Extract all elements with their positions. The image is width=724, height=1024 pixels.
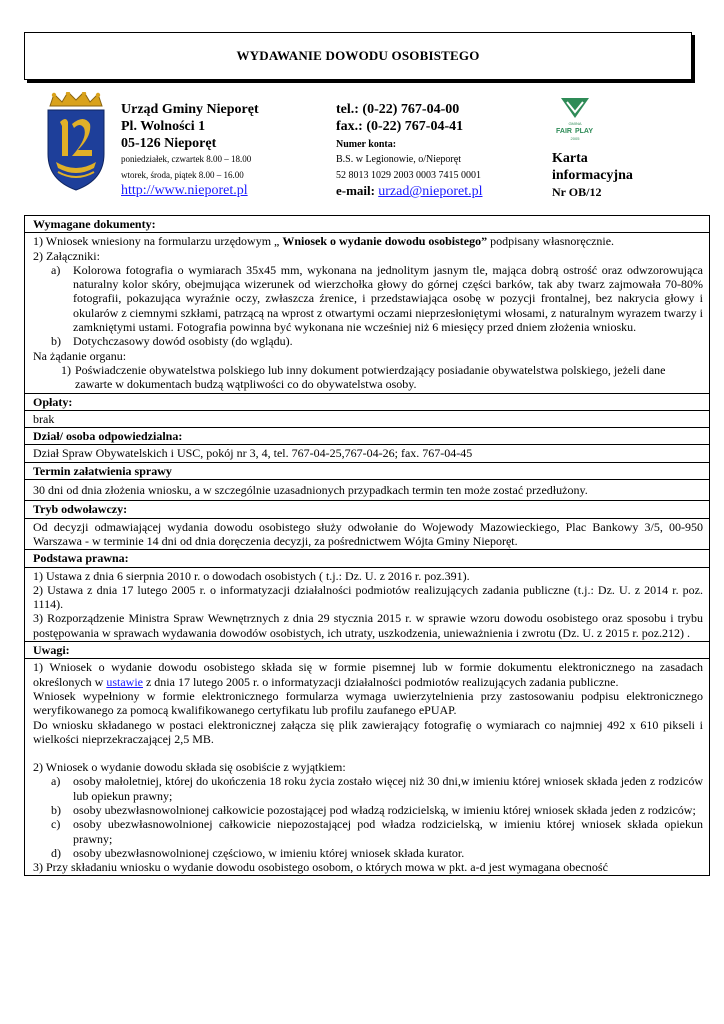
logo-small-text: GMINA bbox=[568, 121, 582, 126]
office-hours-2: wtorek, środa, piątek 8.00 – 16.00 bbox=[121, 170, 244, 180]
section-header-term: Termin załatwienia sprawy bbox=[25, 462, 710, 479]
docs-item-1: 1) Wniosek wniesiony na formularzu urzędowym „ Wniosek o wydanie dowodu osobistego” podpisany własnoręcznie. bbox=[33, 234, 615, 249]
notes-item-a: a) osoby małoletniej, której do ukończenia 18 roku życia zostało więcej niż 30 dni,w imieniu której wniosek składa jeden z rodziców lub opiekun prawny; bbox=[51, 774, 703, 803]
logo-year-text: 2005 bbox=[570, 136, 580, 141]
section-header-documents: Wymagane dokumenty: bbox=[25, 216, 710, 233]
section-header-notes: Uwagi: bbox=[25, 642, 710, 659]
email-link[interactable]: urzad@nieporet.pl bbox=[378, 184, 483, 199]
fair-play-logo-icon bbox=[552, 96, 598, 144]
notes-item-1: 1) Wniosek o wydanie dowodu osobistego składa się w formie pisemnej lub w formie dokumentu elektronicznego na zasadach określonych w ustawie z dnia 17 lutego 2005 r. o informatyzacji działalności podmiotów realizujących zadania publiczne. bbox=[33, 660, 703, 689]
section-header-legal: Podstawa prawna: bbox=[25, 550, 710, 567]
card-line-2: informacyjna bbox=[552, 168, 633, 183]
info-card-label bbox=[552, 150, 633, 201]
notes-item-2: 2) Wniosek o wydanie dowodu składa się osobiście z wyjątkiem: bbox=[33, 760, 346, 775]
legal-item-1: 1) Ustawa z dnia 6 sierpnia 2010 r. o dowodach osobistych ( t.j.: Dz. U. z 2016 r. poz.391). bbox=[33, 568, 470, 583]
card-line-1: Karta bbox=[552, 151, 588, 166]
section-header-appeal: Tryb odwoławczy: bbox=[25, 501, 710, 518]
info-table bbox=[24, 215, 710, 876]
website-link[interactable]: http://www.nieporet.pl bbox=[121, 183, 248, 198]
section-department: Dział Spraw Obywatelskich i USC, pokój nr 3, 4, tel. 767-04-25,767-04-26; fax. 767-04-45 bbox=[25, 445, 710, 462]
notes-paragraph-2: Wniosek wypełniony w formie elektronicznego formularza wymaga uwierzytelnienia przy zastosowaniu podpisu elektronicznego weryfikowanego za pomocą kwalifikowanego certyfikatu lub profilu zaufanego ePUAP. bbox=[33, 688, 703, 718]
logo-fair-text: FAIR bbox=[556, 128, 572, 135]
docs-item-a: a) Kolorowa fotografia o wymiarach 35x45 mm, wykonana na jednolitym jasnym tle, mająca dobrą ostrość oraz odwzorowująca naturalny kolor skóry, obejmująca wizerunek od wierzchołka głowy do górnej części barków, tak aby twarz zajmowała 70-80% fotografii, pokazująca wyraźnie oczy, zwłaszcza źrenice, i przedstawiająca osobę w pozycji frontalnej, bez nakrycia głowy i okularów z ciemnymi szkłami, patrzącą na wprost z otwartymi oczami nieprzesłoniętymi włosami, z naturalnym wyrazem twarzy i zamkniętymi ustami. Fotografia powinna być wykonana nie wcześniej niż 6 miesięcy przed dniem złożenia wniosku. bbox=[51, 262, 703, 335]
account-label: Numer konta: bbox=[336, 139, 397, 150]
section-header-department: Dział/ osoba odpowiedzialna: bbox=[25, 428, 710, 445]
docs-item-b: b) Dotychczasowy dowód osobisty (do wglądu). bbox=[51, 334, 293, 349]
section-term: 30 dni od dnia złożenia wniosku, a w szczególnie uzasadnionych przypadkach termin ten może zostać przedłużony. bbox=[25, 480, 710, 501]
legal-item-3: 3) Rozporządzenie Ministra Spraw Wewnętrznych z dnia 29 stycznia 2015 r. w sprawie wzoru dowodu osobistego oraz sposobu i trybu postępowania w sprawach wydawania dowodów osobistych, ich utraty, uszkodzenia, unieważnienia i zwrotu (Dz. U. z 2015 r. poz.212) . bbox=[33, 611, 703, 640]
account-number: 52 8013 1029 2003 0003 7415 0001 bbox=[336, 170, 481, 181]
card-number: Nr OB/12 bbox=[552, 185, 602, 199]
fax: fax.: (0-22) 767-04-41 bbox=[336, 119, 464, 134]
coat-of-arms-icon bbox=[44, 92, 108, 192]
legal-item-2: 2) Ustawa z dnia 17 lutego 2005 r. o informatyzacji działalności podmiotów realizujących zadania publiczne (t.j.: Dz. U. z 2014 r. poz. 1114). bbox=[33, 582, 703, 612]
notes-item-b: b) osoby ubezwłasnowolnionej całkowicie pozostającej pod władzą rodzicielską, w imieniu której wniosek składa jeden z rodziców; bbox=[51, 802, 696, 817]
section-legal bbox=[25, 567, 710, 641]
office-city: 05-126 Nieporęt bbox=[121, 136, 217, 151]
section-header-fees: Opłaty: bbox=[25, 393, 710, 410]
document-title: WYDAWANIE DOWODU OSOBISTEGO bbox=[24, 32, 692, 80]
notes-item-c: c) osoby ubezwłasnowolnionej całkowicie niepozostającej pod władza rodzicielską, w imieniu której wniosek składa opiekun prawny; bbox=[51, 817, 703, 846]
email-label: e-mail: bbox=[336, 183, 379, 198]
notes-paragraph-3: Do wniosku składanego w postaci elektronicznej załącza się plik zawierający fotografię o wymiarach co najmniej 492 x 610 pikseli i wielkości nieprzekraczającej 2,5 MB. bbox=[33, 717, 703, 746]
office-hours-1: poniedziałek, czwartek 8.00 – 18.00 bbox=[121, 154, 252, 164]
section-documents bbox=[25, 233, 710, 393]
bank-name: B.S. w Legionowie, o/Nieporęt bbox=[336, 154, 461, 165]
notes-item-d: d) osoby ubezwłasnowolnionej częściowo, w imieniu której wniosek składa kurator. bbox=[51, 845, 465, 860]
act-link[interactable]: ustawie bbox=[106, 674, 143, 689]
section-fees: brak bbox=[25, 410, 710, 427]
docs-request-item-1: 1) Poświadczenie obywatelstwa polskiego lub inny dokument potwierdzający posiadanie obywatelstwa polskiego, jeżeli dane zawarte w dokumentach budzą wątpliwości co do obywatelstwa osoby. bbox=[61, 362, 666, 392]
office-name: Urząd Gminy Nieporęt bbox=[121, 102, 259, 117]
email-row bbox=[336, 183, 482, 200]
docs-item-2: 2) Załączniki: bbox=[33, 248, 100, 263]
docs-on-request: Na żądanie organu: bbox=[33, 348, 127, 363]
logo-play-text: PLAY bbox=[574, 128, 594, 135]
office-street: Pl. Wolności 1 bbox=[121, 119, 206, 134]
section-notes bbox=[25, 659, 710, 876]
phone: tel.: (0-22) 767-04-00 bbox=[336, 102, 460, 117]
section-appeal: Od decyzji odmawiającej wydania dowodu osobistego służy odwołanie do Wojewody Mazowieckiego, Plac Bankowy 3/5, 00-950 Warszawa - w terminie 14 dni od dnia doręczenia decyzji, za pośrednictwem Wójta Gminy Nieporęt. bbox=[25, 518, 710, 550]
notes-item-3: 3) Przy składaniu wniosku o wydanie dowodu osobistego osobom, o których mowa w pkt. a-d jest wymagana obecność bbox=[33, 860, 608, 875]
